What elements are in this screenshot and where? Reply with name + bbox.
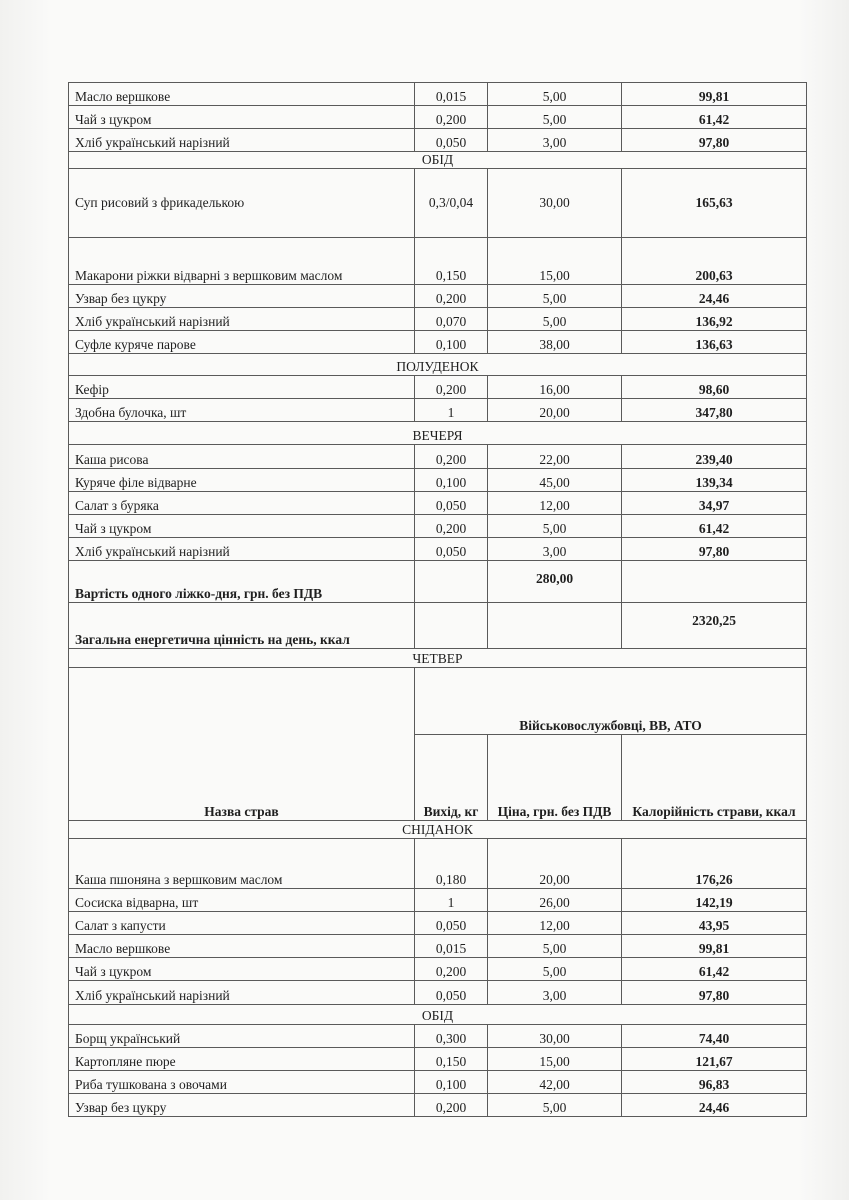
dish-name: Хліб український нарізний (69, 538, 415, 561)
dish-name: Масло вершкове (69, 935, 415, 958)
table-row (69, 445, 807, 469)
table-row (69, 308, 807, 331)
dish-output: 0,100 (415, 331, 488, 354)
section-lunch-2: ОБІД (69, 1005, 807, 1025)
dish-kcal: 61,42 (622, 958, 807, 981)
section-lunch: ОБІД (69, 152, 807, 169)
dish-name: Борщ український (69, 1025, 415, 1048)
table-row (69, 1094, 807, 1117)
dish-output: 0,070 (415, 308, 488, 331)
dish-kcal: 176,26 (622, 839, 807, 889)
table-row (69, 469, 807, 492)
dish-name: Куряче філе відварне (69, 469, 415, 492)
dish-name: Каша пшоняна з вершковим маслом (69, 839, 415, 889)
dish-kcal: 61,42 (622, 106, 807, 129)
dish-name: Узвар без цукру (69, 285, 415, 308)
dish-price: 3,00 (488, 129, 622, 152)
empty-cell (622, 561, 807, 603)
dish-output: 0,200 (415, 958, 488, 981)
dish-price: 5,00 (488, 106, 622, 129)
table-row (69, 399, 807, 422)
header-dish-name: Назва страв (69, 668, 415, 821)
dish-kcal: 142,19 (622, 889, 807, 912)
table-row (69, 515, 807, 538)
dish-output: 0,050 (415, 129, 488, 152)
header-price: Ціна, грн. без ПДВ (488, 735, 622, 821)
dish-price: 15,00 (488, 1048, 622, 1071)
dish-output: 0,050 (415, 538, 488, 561)
day-label: ЧЕТВЕР (69, 649, 807, 668)
dish-kcal: 99,81 (622, 935, 807, 958)
dish-name: Каша рисова (69, 445, 415, 469)
dish-name: Масло вершкове (69, 83, 415, 106)
dish-price: 15,00 (488, 238, 622, 285)
dish-price: 22,00 (488, 445, 622, 469)
dish-kcal: 165,63 (622, 169, 807, 238)
dish-price: 42,00 (488, 1071, 622, 1094)
dish-price: 5,00 (488, 1094, 622, 1117)
dish-output: 0,200 (415, 445, 488, 469)
dish-name: Здобна булочка, шт (69, 399, 415, 422)
table-row (69, 1025, 807, 1048)
dish-kcal: 97,80 (622, 981, 807, 1005)
dish-name: Хліб український нарізний (69, 308, 415, 331)
section-row (69, 152, 807, 169)
dish-price: 3,00 (488, 981, 622, 1005)
dish-output: 0,3/0,04 (415, 169, 488, 238)
table-row (69, 1071, 807, 1094)
table-row (69, 83, 807, 106)
header-output: Вихід, кг (415, 735, 488, 821)
dish-price: 5,00 (488, 285, 622, 308)
dish-output: 0,200 (415, 106, 488, 129)
header-group: Військовослужбовці, ВВ, АТО (415, 668, 807, 735)
dish-output: 0,200 (415, 1094, 488, 1117)
cost-value: 280,00 (488, 561, 622, 603)
table-row (69, 1048, 807, 1071)
dish-price: 26,00 (488, 889, 622, 912)
dish-output: 0,200 (415, 515, 488, 538)
dish-kcal: 61,42 (622, 515, 807, 538)
dish-name: Картопляне пюре (69, 1048, 415, 1071)
table-row (69, 129, 807, 152)
dish-name: Чай з цукром (69, 515, 415, 538)
dish-kcal: 97,80 (622, 538, 807, 561)
dish-price: 20,00 (488, 839, 622, 889)
dish-name: Чай з цукром (69, 958, 415, 981)
section-breakfast: СНІДАНОК (69, 821, 807, 839)
energy-row (69, 603, 807, 649)
dish-output: 0,050 (415, 981, 488, 1005)
dish-kcal: 347,80 (622, 399, 807, 422)
table-row (69, 106, 807, 129)
header-calories: Калорійність страви, ккал (622, 735, 807, 821)
dish-name: Салат з капусти (69, 912, 415, 935)
dish-output: 0,150 (415, 238, 488, 285)
dish-output: 0,180 (415, 839, 488, 889)
dish-name: Суп рисовий з фрикаделькою (69, 169, 415, 238)
table-row (69, 285, 807, 308)
dish-price: 3,00 (488, 538, 622, 561)
dish-price: 5,00 (488, 83, 622, 106)
dish-price: 12,00 (488, 492, 622, 515)
dish-name: Салат з буряка (69, 492, 415, 515)
cost-row (69, 561, 807, 603)
empty-cell (415, 603, 488, 649)
dish-name: Риба тушкована з овочами (69, 1071, 415, 1094)
section-row (69, 422, 807, 445)
dish-output: 0,300 (415, 1025, 488, 1048)
dish-name: Суфле куряче парове (69, 331, 415, 354)
dish-output: 1 (415, 889, 488, 912)
dish-name: Чай з цукром (69, 106, 415, 129)
dish-output: 0,015 (415, 935, 488, 958)
section-row (69, 354, 807, 376)
dish-kcal: 34,97 (622, 492, 807, 515)
section-snack: ПОЛУДЕНОК (69, 354, 807, 376)
dish-price: 5,00 (488, 935, 622, 958)
dish-price: 16,00 (488, 376, 622, 399)
dish-kcal: 136,92 (622, 308, 807, 331)
dish-kcal: 74,40 (622, 1025, 807, 1048)
dish-kcal: 97,80 (622, 129, 807, 152)
dish-name: Хліб український нарізний (69, 981, 415, 1005)
dish-kcal: 139,34 (622, 469, 807, 492)
empty-cell (415, 561, 488, 603)
dish-name: Хліб український нарізний (69, 129, 415, 152)
energy-value: 2320,25 (622, 603, 807, 649)
table-row (69, 839, 807, 889)
dish-kcal: 200,63 (622, 238, 807, 285)
dish-output: 0,050 (415, 912, 488, 935)
dish-name: Кефір (69, 376, 415, 399)
dish-price: 5,00 (488, 958, 622, 981)
dish-name: Узвар без цукру (69, 1094, 415, 1117)
dish-kcal: 24,46 (622, 1094, 807, 1117)
section-dinner: ВЕЧЕРЯ (69, 422, 807, 445)
dish-kcal: 121,67 (622, 1048, 807, 1071)
section-row (69, 821, 807, 839)
table-row (69, 912, 807, 935)
table-row (69, 331, 807, 354)
table-row (69, 376, 807, 399)
dish-kcal: 239,40 (622, 445, 807, 469)
dish-price: 20,00 (488, 399, 622, 422)
table-row (69, 958, 807, 981)
table-row (69, 935, 807, 958)
empty-cell (488, 603, 622, 649)
dish-price: 5,00 (488, 308, 622, 331)
table-row (69, 981, 807, 1005)
dish-kcal: 136,63 (622, 331, 807, 354)
dish-price: 38,00 (488, 331, 622, 354)
dish-kcal: 98,60 (622, 376, 807, 399)
dish-output: 0,150 (415, 1048, 488, 1071)
dish-name: Сосиска відварна, шт (69, 889, 415, 912)
table-row (69, 238, 807, 285)
dish-kcal: 24,46 (622, 285, 807, 308)
dish-kcal: 43,95 (622, 912, 807, 935)
dish-kcal: 96,83 (622, 1071, 807, 1094)
menu-table (68, 82, 807, 1117)
dish-output: 0,200 (415, 376, 488, 399)
table-row (69, 889, 807, 912)
energy-label: Загальна енергетична цінність на день, ккал (69, 603, 415, 649)
dish-output: 0,050 (415, 492, 488, 515)
section-row (69, 1005, 807, 1025)
dish-kcal: 99,81 (622, 83, 807, 106)
dish-output: 0,100 (415, 1071, 488, 1094)
dish-price: 30,00 (488, 169, 622, 238)
table-row (69, 169, 807, 238)
dish-name: Макарони ріжки відварні з вершковим маслом (69, 238, 415, 285)
dish-output: 0,200 (415, 285, 488, 308)
dish-price: 45,00 (488, 469, 622, 492)
dish-price: 5,00 (488, 515, 622, 538)
header-row (69, 668, 807, 735)
dish-output: 1 (415, 399, 488, 422)
dish-output: 0,015 (415, 83, 488, 106)
dish-price: 12,00 (488, 912, 622, 935)
table-row (69, 538, 807, 561)
day-row (69, 649, 807, 668)
table-row (69, 492, 807, 515)
dish-price: 30,00 (488, 1025, 622, 1048)
dish-output: 0,100 (415, 469, 488, 492)
cost-label: Вартість одного ліжко-дня, грн. без ПДВ (69, 561, 415, 603)
